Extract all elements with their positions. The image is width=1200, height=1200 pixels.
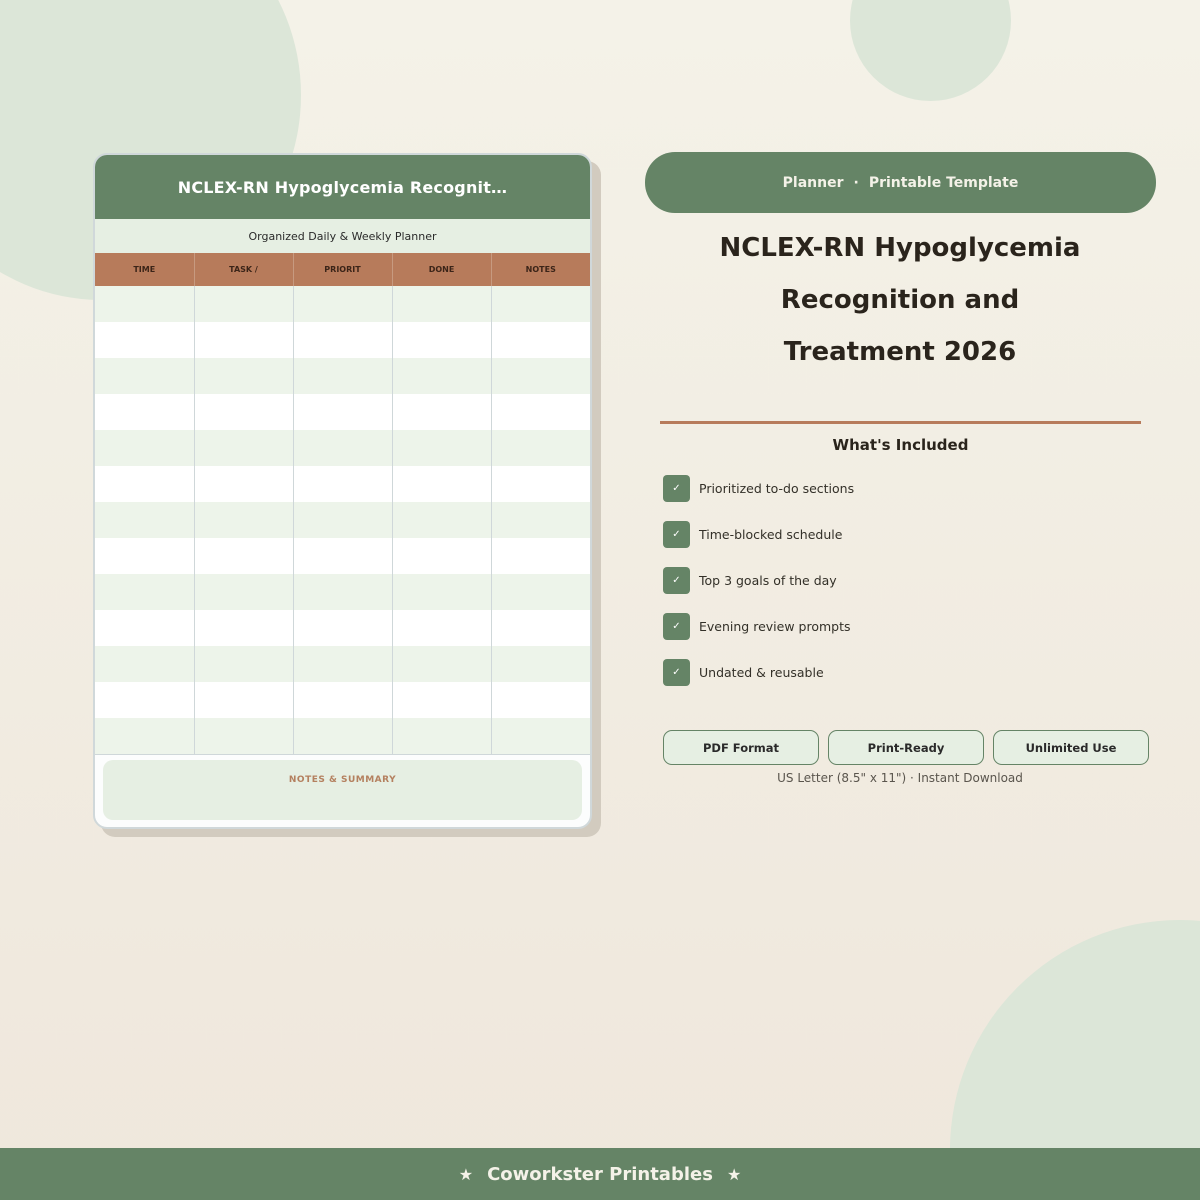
list-item-label: Prioritized to-do sections (699, 480, 855, 496)
table-cell (293, 430, 392, 466)
table-cell (293, 502, 392, 538)
list-item-label: Top 3 goals of the day (699, 572, 837, 588)
table-cell (392, 538, 491, 574)
table-row (95, 574, 590, 610)
table-cell (392, 466, 491, 502)
table-cell (293, 394, 392, 430)
table-cell (194, 430, 293, 466)
list-item (663, 520, 854, 548)
table-cell (491, 286, 590, 322)
table-cell (95, 718, 194, 754)
table-cell (392, 322, 491, 358)
table-cell (392, 646, 491, 682)
table-cell (491, 718, 590, 754)
table-header-row (95, 253, 590, 286)
table-cell (491, 574, 590, 610)
table-cell (194, 646, 293, 682)
column-header-priority: PRIORIT (293, 253, 392, 286)
star-icon: ★ (458, 1164, 474, 1184)
column-header-done: DONE (392, 253, 491, 286)
table-cell (95, 358, 194, 394)
table-cell (95, 394, 194, 430)
list-item (663, 612, 854, 640)
table-cell (491, 358, 590, 394)
section-divider (660, 421, 1141, 424)
checkmark-icon: ✓ (663, 659, 690, 686)
table-row (95, 394, 590, 430)
checkmark-icon: ✓ (663, 521, 690, 548)
table-cell (491, 430, 590, 466)
checkmark-icon: ✓ (663, 567, 690, 594)
template-type-label: Printable Template (868, 174, 1019, 191)
planner-preview-card (93, 153, 592, 829)
table-row (95, 610, 590, 646)
table-cell (293, 718, 392, 754)
table-cell (194, 322, 293, 358)
table-row (95, 430, 590, 466)
table-cell (392, 718, 491, 754)
list-item-label: Undated & reusable (699, 664, 824, 680)
badge-unlimited-use: Unlimited Use (993, 730, 1149, 765)
table-row (95, 718, 590, 754)
table-cell (491, 538, 590, 574)
table-cell (194, 358, 293, 394)
table-cell (491, 394, 590, 430)
table-row (95, 538, 590, 574)
table-cell (194, 610, 293, 646)
notes-summary-label: NOTES & SUMMARY (288, 774, 397, 785)
table-cell (194, 574, 293, 610)
table-cell (392, 430, 491, 466)
table-cell (392, 610, 491, 646)
table-cell (293, 358, 392, 394)
table-cell (293, 646, 392, 682)
brand-name: Coworkster Printables (487, 1163, 713, 1185)
table-cell (95, 682, 194, 718)
table-cell (491, 610, 590, 646)
table-cell (392, 502, 491, 538)
product-title-line: NCLEX-RN Hypoglycemia (719, 233, 1081, 263)
product-title (640, 222, 1160, 378)
table-row (95, 286, 590, 322)
decorative-circle (850, 0, 1011, 101)
table-row (95, 358, 590, 394)
included-checklist (663, 474, 854, 704)
table-cell (95, 502, 194, 538)
table-cell (392, 394, 491, 430)
table-row (95, 502, 590, 538)
table-cell (95, 430, 194, 466)
category-label: Planner (782, 174, 844, 191)
table-cell (95, 466, 194, 502)
planner-title: NCLEX-RN Hypoglycemia Recognit… (95, 155, 590, 219)
table-cell (392, 358, 491, 394)
planner-subtitle: Organized Daily & Weekly Planner (95, 219, 590, 253)
table-cell (194, 286, 293, 322)
table-cell (194, 682, 293, 718)
table-cell (491, 682, 590, 718)
table-cell (293, 682, 392, 718)
column-header-time: TIME (95, 253, 194, 286)
table-cell (293, 574, 392, 610)
table-cell (194, 718, 293, 754)
table-cell (194, 394, 293, 430)
table-cell (293, 286, 392, 322)
table-cell (194, 538, 293, 574)
table-cell (293, 610, 392, 646)
table-cell (392, 682, 491, 718)
format-note: US Letter (8.5" x 11") · Instant Download (777, 771, 1023, 785)
category-pill (645, 152, 1156, 213)
list-item (663, 474, 854, 502)
column-header-notes: NOTES (491, 253, 590, 286)
footer-banner (0, 1148, 1200, 1200)
category-separator: · (853, 174, 859, 191)
badge-print-ready: Print-Ready (828, 730, 984, 765)
table-cell (293, 538, 392, 574)
table-cell (95, 322, 194, 358)
list-item (663, 566, 854, 594)
whats-included-heading: What's Included (832, 436, 969, 454)
column-header-task: TASK / (194, 253, 293, 286)
table-cell (194, 502, 293, 538)
table-cell (95, 538, 194, 574)
table-cell (95, 610, 194, 646)
table-cell (95, 574, 194, 610)
feature-badges (663, 730, 1149, 765)
checkmark-icon: ✓ (663, 475, 690, 502)
checkmark-icon: ✓ (663, 613, 690, 640)
table-cell (491, 466, 590, 502)
table-cell (293, 466, 392, 502)
table-cell (491, 322, 590, 358)
list-item (663, 658, 854, 686)
product-title-line: Treatment 2026 (783, 337, 1017, 367)
table-cell (491, 502, 590, 538)
table-cell (491, 646, 590, 682)
table-cell (194, 466, 293, 502)
planner-table (95, 253, 590, 755)
table-cell (95, 646, 194, 682)
table-cell (95, 286, 194, 322)
table-cell (392, 574, 491, 610)
planner-table-body (95, 286, 590, 754)
table-row (95, 646, 590, 682)
table-cell (392, 286, 491, 322)
table-row (95, 466, 590, 502)
product-title-line: Recognition and (780, 285, 1020, 315)
table-row (95, 682, 590, 718)
star-icon: ★ (726, 1164, 742, 1184)
list-item-label: Evening review prompts (699, 618, 851, 634)
notes-summary-box (103, 760, 582, 820)
list-item-label: Time-blocked schedule (699, 526, 843, 542)
table-cell (293, 322, 392, 358)
table-row (95, 322, 590, 358)
badge-pdf-format: PDF Format (663, 730, 819, 765)
